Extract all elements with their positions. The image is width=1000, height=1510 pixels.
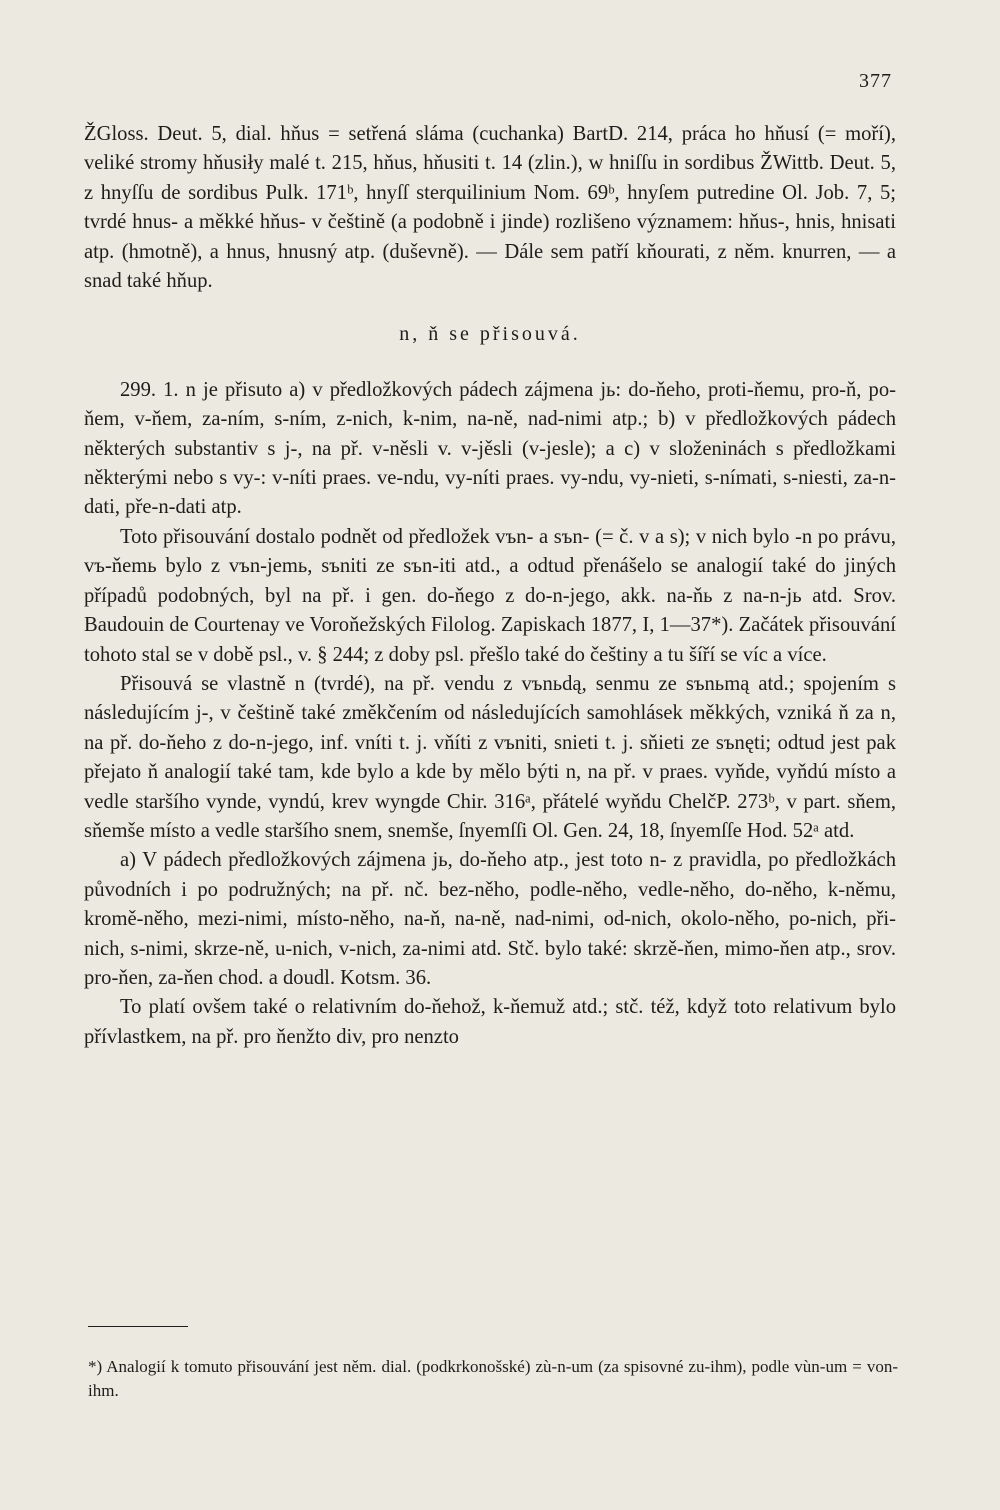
section-heading: n, ň se přisouvá. xyxy=(399,323,581,346)
paragraph-origin: Toto přisouvání dostalo podnět od předložek vъn- a sъn- (= č. v a s); v nich bylo -n po právu, vъ-ňemь bylo z vъn-jemь, sъniti ze sъn-iti atd., a odtud přenášelo se analogií také do jiných případů podobných, byl na př. i gen. do-ňego z do-n-jego, akk. na-ňь z na-n-jь atd. Srov. Baudouin de Courtenay ve Voroňežských Filolog. Zapiskach 1877, I, 1—37*). Začátek přisouvání tohoto stal se v době psl., v. § 244; z doby psl. přešlo také do češtiny a tu šíří se víc a více. xyxy=(84,525,896,666)
paragraph-hnus-etymology: ŽGloss. Deut. 5, dial. hňus = setřená sláma (cuchanka) BartD. 214, práca ho hňusí (= moří), veliké stromy hňusiły malé t. 215, hňus, hňusiti t. 14 (zlin.), w hniſſu in sordibus ŽWittb. Deut. 5, z hnyſſu de sordibus Pulk. 171ᵇ, hnyſſ sterquilinium Nom. 69ᵇ, hnyſem putredine Ol. Job. 7, 5; tvrdé hnus- a měkké hňus- v češtině (a podobně i jinde) rozlišeno významem: hňus-, hnis, hnisati atp. (hmotně), a hnus, hnusný atp. (duševně). — Dále sem patří kňourati, z něm. knurren, — a snad také hňup. xyxy=(84,123,896,293)
footnote-divider xyxy=(88,1326,188,1327)
page-number: 377 xyxy=(859,70,892,92)
paragraph-n-hard: Přisouvá se vlastně n (tvrdé), na př. vendu z vъnьdą, senmu ze sъnьmą atd.; spojením s následujícím j-, v češtině také změkčením od následujících samohlásek měkkých, vzniká ň za n, na př. do-ňeho z do-n-jego, inf. vníti t. j. vňíti z vъniti, snieti t. j. sňieti ze sъnęti; odtud jest pak přejato ň analogií také tam, kde bylo a kde by mělo býti n, na př. v praes. vyňde, vyňdú místo a vedle staršího vynde, vyndú, krev wyngde Chir. 316ᵃ, přátelé wyňdu ChelčP. 273ᵇ, v part. sňem, sňemše místo a vedle staršího snem, snemše, ſnyemſſi Ol. Gen. 24, 18, ſnyemſſe Hod. 52ᵃ atd. xyxy=(84,672,896,842)
footnote: *) Analogií k tomuto přisouvání jest něm. dial. (podkrkonošské) zù-n-um (za spisovné zu-ihm), podle vùn-um = von-ihm. xyxy=(88,1357,898,1400)
paragraph-299: 299. 1. n je přisuto a) v předložkových pádech zájmena jь: do-ňeho, proti-ňemu, pro-ň, po-ňem, v-ňem, za-ním, s-ním, z-nich, k-nim, na-ně, nad-nimi atp.; b) v předložkových pádech některých substantiv s j-, na př. v-něsli v. v-jěsli (v-jesle); a c) v složeninách s předložkami některými nebo s vy-: v-níti praes. ve-ndu, vy-níti praes. vy-ndu, vy-nieti, s-nímati, s-niesti, za-n-dati, pře-n-dati atp. xyxy=(84,378,896,519)
page-body xyxy=(84,120,896,1052)
paragraph-relative: To platí ovšem také o relativním do-ňehož, k-ňemuž atd.; stč. též, když toto relativum bylo přívlastkem, na př. pro ňenžto div, pro nenzto xyxy=(84,996,896,1048)
paragraph-a-pronoun-cases: a) V pádech předložkových zájmena jь, do-ňeho atp., jest toto n- z pravidla, po předložkách původních i po podružných; na př. nč. bez-něho, podle-něho, vedle-něho, do-něho, k-němu, kromě-něho, mezi-nimi, místo-něho, na-ň, na-ně, nad-nimi, od-nich, okolo-něho, po-nich, při-nich, s-nimi, skrze-ně, u-nich, v-nich, za-nimi atd. Stč. bylo také: skrzě-ňen, mimo-ňen atp., srov. pro-ňen, za-ňen chod. a doudl. Kotsm. 36. xyxy=(84,849,896,989)
